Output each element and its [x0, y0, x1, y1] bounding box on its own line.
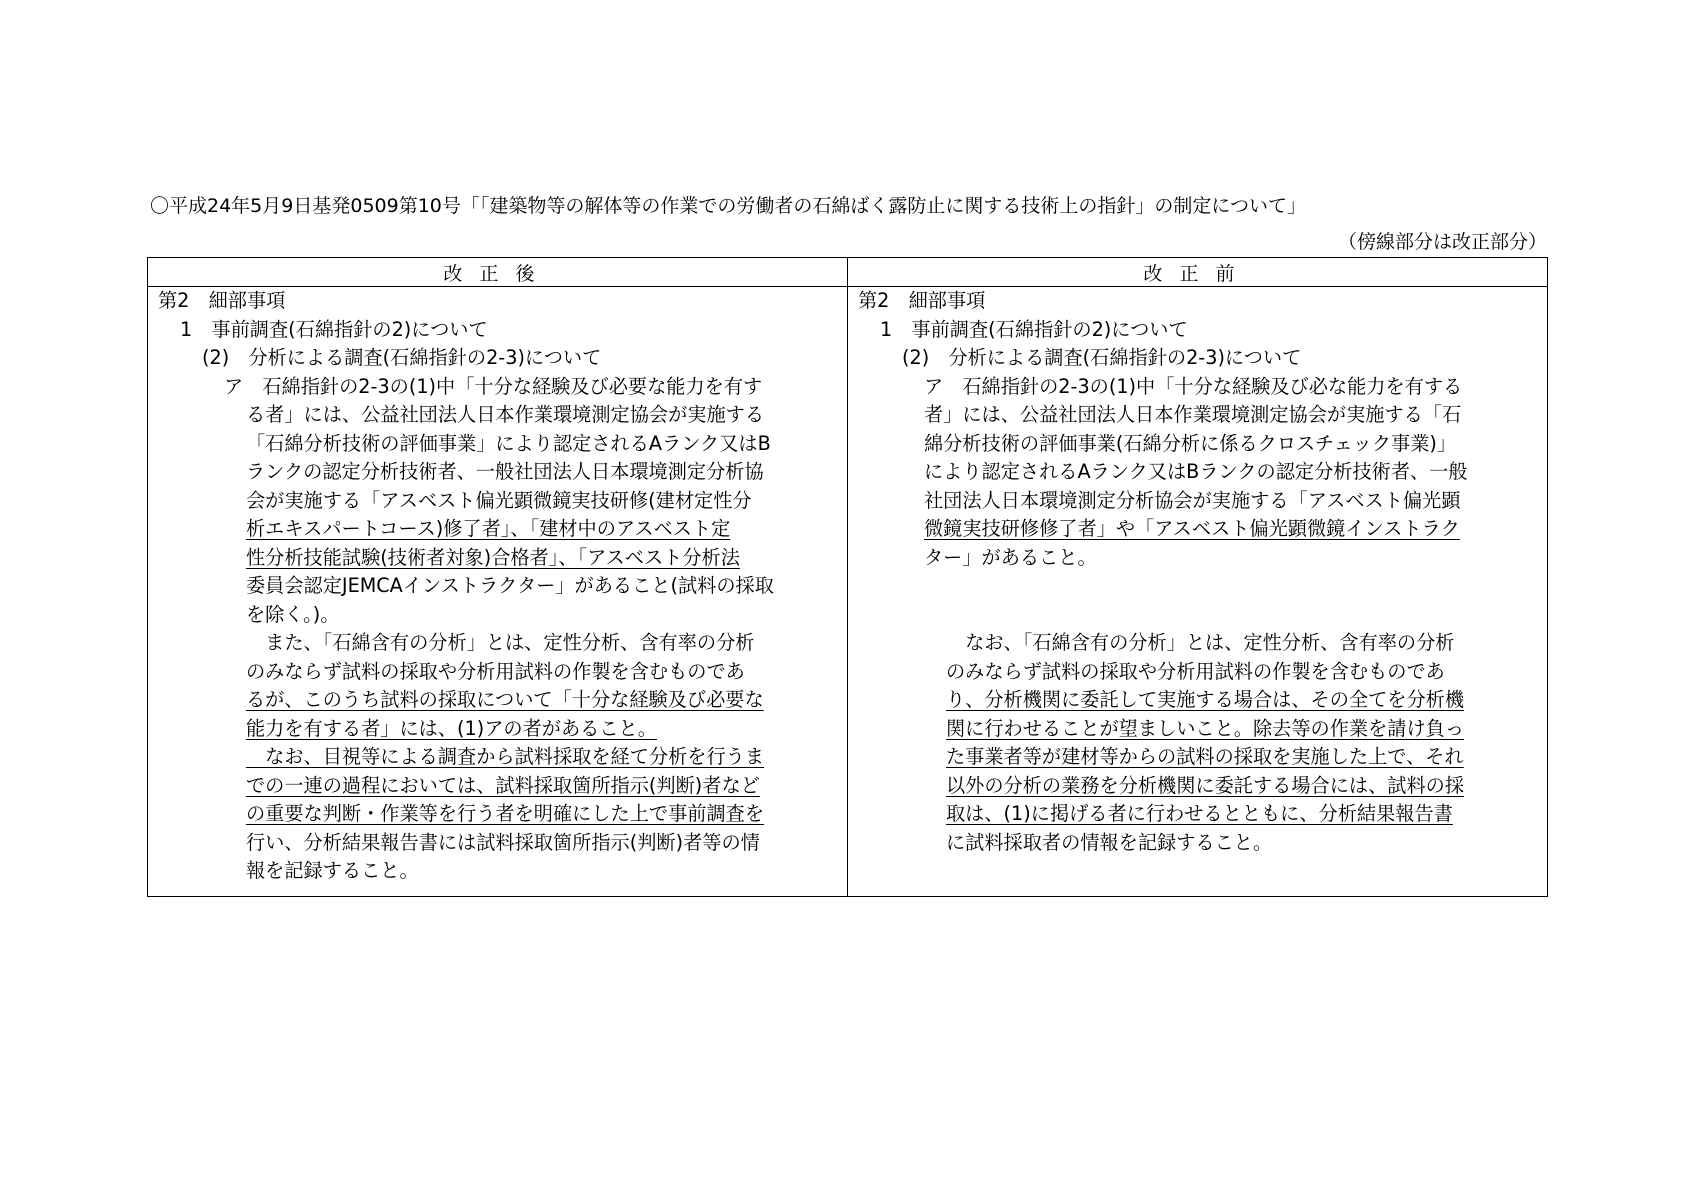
text-line: に試料採取者の情報を記録すること。	[946, 830, 1273, 854]
text-line: ア 石綿指針の2-3の(1)中「十分な経験及び必な能力を有する	[924, 374, 1463, 398]
underlined-text: の重要な判断・作業等を行う者を明確にした上で事前調査を	[246, 802, 765, 825]
heading-section: 第2 細部事項	[158, 289, 286, 312]
header-after: 改正後	[148, 258, 848, 287]
underlined-text: 関に行わせることが望ましいこと。除去等の作業を請け負っ	[946, 716, 1465, 740]
underlined-text: るが、このうち試料の採取について「十分な経験及び必要な	[246, 688, 764, 711]
underlined-text: 微鏡実技研修修了者」や「アスベスト偏光顕微鏡インストラク	[924, 517, 1460, 540]
column-before	[848, 287, 1548, 897]
text-line: 行い、分析結果報告書には試料採取箇所指示(判断)者等の情	[246, 830, 760, 854]
text-line: のみならず試料の採取や分析用試料の作製を含むものであ	[946, 659, 1445, 683]
column-after	[148, 287, 848, 897]
text-line	[158, 515, 837, 544]
text-line	[158, 544, 837, 573]
underlined-text: た事業者等が建材等からの試料の採取を実施した上で、それ	[946, 745, 1464, 768]
text-line	[858, 743, 1537, 772]
header-before: 改正前	[848, 258, 1548, 287]
heading-section: 第2 細部事項	[858, 289, 986, 312]
comparison-table	[147, 257, 1548, 897]
amendment-note: （傍線部分は改正部分）	[1337, 231, 1547, 253]
text-line: 者」には、公益社団法人日本作業環境測定協会が実施する「石	[924, 403, 1462, 426]
text-line: 報を記録すること。	[246, 859, 419, 882]
text-line	[158, 743, 837, 772]
text-line: を除く。)。	[246, 602, 340, 626]
underlined-text: 以外の分析の業務を分析機関に委託する場合には、試料の採	[946, 773, 1465, 797]
underlined-text: なお、目視等による調査から試料採取を経て分析を行うま	[246, 745, 765, 768]
text-line	[858, 515, 1537, 544]
underlined-text: 取は、(1)に掲げる者に行わせるとともに、分析結果報告書	[946, 802, 1453, 825]
text-line: 委員会認定JEMCAインストラクター」があること(試料の採取	[246, 574, 774, 597]
text-line	[858, 715, 1537, 744]
underlined-text: り、分析機関に委託して実施する場合は、その全てを分析機	[946, 688, 1465, 711]
text-line	[158, 686, 837, 715]
text-line	[858, 800, 1537, 829]
text-line	[158, 800, 837, 829]
underlined-text: 能力を有する者」には、(1)アの者があること。	[246, 716, 657, 740]
text-line: ター」があること。	[924, 545, 1097, 569]
heading-subitem: (2) 分析による調査(石綿指針の2-3)について	[902, 346, 1302, 369]
text-line: る者」には、公益社団法人日本作業環境測定協会が実施する	[246, 403, 765, 426]
text-line: ア 石綿指針の2-3の(1)中「十分な経験及び必要な能力を有す	[224, 374, 763, 398]
text-line	[858, 686, 1537, 715]
heading-item: 1 事前調査(石綿指針の2)について	[880, 317, 1188, 341]
heading-item: 1 事前調査(石綿指針の2)について	[180, 317, 488, 341]
text-line: 「石綿分析技術の評価事業」により認定されるAランク又はB	[246, 431, 771, 455]
text-line: ランクの認定分析技術者、一般社団法人日本環境測定分析協	[246, 460, 764, 483]
text-line: 社団法人日本環境測定分析協会が実施する「アスベスト偏光顕	[924, 488, 1461, 512]
document-title: 〇平成24年5月9日基発0509第10号「「建築物等の解体等の作業での労働者の石綿ばく露防止に関する技術上の指針」の制定について」	[150, 195, 1307, 217]
underlined-text: での一連の過程においては、試料採取箇所指示(判断)者など	[246, 773, 760, 797]
text-line	[858, 772, 1537, 801]
text-line	[158, 772, 837, 801]
text-line	[158, 715, 837, 744]
heading-subitem: (2) 分析による調査(石綿指針の2-3)について	[202, 346, 602, 369]
underlined-text: 性分析技能試験(技術者対象)合格者」、「アスベスト分析法	[246, 545, 740, 569]
text-line: により認定されるAランク又はBランクの認定分析技術者、一般	[924, 460, 1468, 483]
text-line: 綿分析技術の評価事業(石綿分析に係るクロスチェック事業)」	[924, 431, 1457, 455]
underlined-text: 析エキスパートコース)修了者」、「建材中のアスベスト定	[246, 517, 731, 540]
text-line: のみならず試料の採取や分析用試料の作製を含むものであ	[246, 659, 745, 683]
blank-space	[858, 572, 1537, 629]
text-line: また、「石綿含有の分析」とは、定性分析、含有率の分析	[246, 631, 755, 654]
text-line: 会が実施する「アスベスト偏光顕微鏡実技研修(建材定性分	[246, 488, 752, 512]
text-line: なお、「石綿含有の分析」とは、定性分析、含有率の分析	[946, 631, 1455, 654]
